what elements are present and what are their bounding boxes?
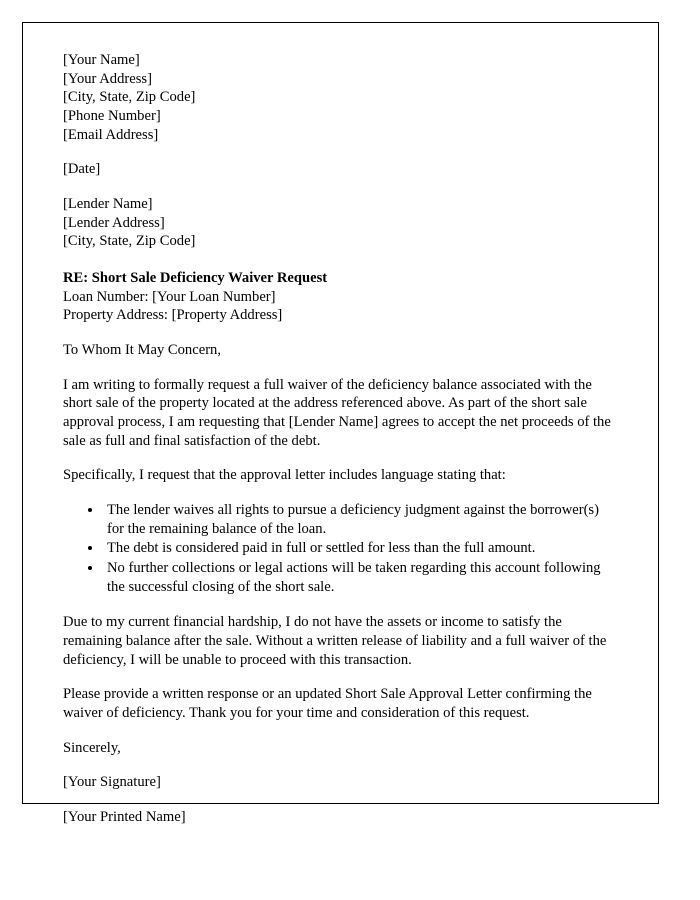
subject-line: RE: Short Sale Deficiency Waiver Request bbox=[63, 270, 328, 287]
letter-date: [Date] bbox=[63, 161, 101, 178]
list-item: • The lender waives all rights to pursue a deficiency judgment against the borrower(s) for the remaining balance of the loan. bbox=[103, 501, 618, 538]
paragraph-2: Specifically, I request that the approval letter includes language stating that: bbox=[63, 467, 506, 484]
document-body bbox=[23, 23, 658, 827]
sender-email: [Email Address] bbox=[63, 126, 159, 143]
spacer bbox=[63, 144, 618, 160]
spacer bbox=[63, 757, 618, 773]
spacer bbox=[63, 792, 618, 808]
loan-number: Loan Number: [Your Loan Number] bbox=[63, 288, 276, 305]
spacer bbox=[63, 251, 618, 267]
spacer bbox=[63, 723, 618, 739]
sender-street: [Your Address] bbox=[63, 70, 152, 87]
printed-name: [Your Printed Name] bbox=[63, 809, 186, 826]
spacer bbox=[63, 179, 618, 195]
lender-city-state-zip: [City, State, Zip Code] bbox=[63, 233, 196, 250]
spacer bbox=[63, 360, 618, 376]
list-item: • The debt is considered paid in full or settled for less than the full amount. bbox=[103, 539, 618, 558]
document-page bbox=[22, 22, 659, 826]
lender-name: [Lender Name] bbox=[63, 196, 153, 213]
spacer bbox=[63, 597, 618, 613]
spacer bbox=[63, 669, 618, 685]
spacer bbox=[63, 450, 618, 466]
closing: Sincerely, bbox=[63, 739, 121, 756]
requested-language-list bbox=[63, 501, 618, 596]
sender-city-state-zip: [City, State, Zip Code] bbox=[63, 89, 196, 106]
sender-address-block bbox=[63, 51, 618, 144]
recipient-address-block bbox=[63, 195, 618, 251]
paragraph-3: Due to my current financial hardship, I do not have the assets or income to satisfy the remaining balance after the sale. Without a written release of liability and a full waiver of the deficiency, I will be unable to proceed with this transaction. bbox=[63, 614, 607, 668]
lender-address: [Lender Address] bbox=[63, 214, 165, 231]
spacer bbox=[63, 485, 618, 501]
signature-placeholder: [Your Signature] bbox=[63, 774, 161, 791]
sender-phone: [Phone Number] bbox=[63, 108, 161, 125]
spacer bbox=[63, 325, 618, 341]
paragraph-1: I am writing to formally request a full waiver of the deficiency balance associated with the short sale of the property located at the address referenced above. As part of the short sale approval process, I am requesting that [Lender Name] agrees to accept the net proceeds of the sale as full and final satisfaction of the debt. bbox=[63, 376, 611, 449]
property-address: Property Address: [Property Address] bbox=[63, 307, 283, 324]
list-item: • No further collections or legal actions will be taken regarding this account following the successful closing of the short sale. bbox=[103, 559, 618, 596]
salutation: To Whom It May Concern, bbox=[63, 342, 221, 359]
sender-name: [Your Name] bbox=[63, 52, 140, 68]
paragraph-4: Please provide a written response or an updated Short Sale Approval Letter confirming the waiver of deficiency. Thank you for your time and consideration of this request. bbox=[63, 686, 592, 722]
